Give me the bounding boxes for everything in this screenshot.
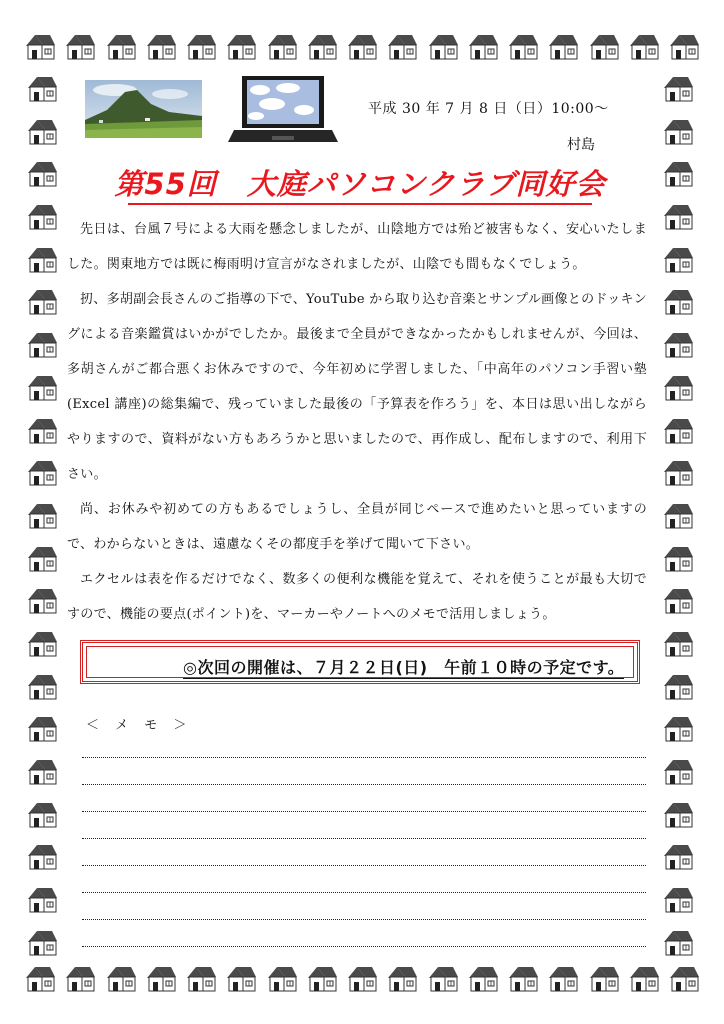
house-icon xyxy=(26,243,60,275)
house-icon xyxy=(662,883,696,915)
house-icon xyxy=(668,30,700,64)
house-icon xyxy=(662,371,696,403)
house-icon xyxy=(662,157,696,189)
house-icon xyxy=(26,883,60,915)
house-icon xyxy=(185,30,217,64)
house-icon xyxy=(26,755,60,787)
house-icon xyxy=(662,670,696,702)
memo-line xyxy=(82,864,646,866)
house-icon xyxy=(26,798,60,830)
house-icon xyxy=(507,30,539,64)
house-icon xyxy=(588,30,620,64)
paragraph-2: 扨、多胡副会長さんのご指導の下で、YouTube から取り込む音楽とサンプル画像とのドッキングによる音楽鑑賞はいかがでしたか。最後まで全員ができなかったかもしれませんが、今回は、多胡さんがご都合悪くお休みですので、今年初めに学習しました、「中高年のパソコン手習い塾(Excel 講座)の総集編で、残っていました最後の「予算表を作ろう」を、本日は思い出しながらやりますので、資料がない方もあろうかと思いましたので、再作成し、配布しますので、利用下さい。 xyxy=(67,292,647,482)
house-icon xyxy=(26,115,60,147)
memo-line xyxy=(82,756,646,758)
mountain-landscape-photo xyxy=(85,80,202,138)
house-icon xyxy=(662,584,696,616)
house-icon xyxy=(662,200,696,232)
house-icon xyxy=(662,542,696,574)
author-name: 村島 xyxy=(567,137,595,153)
house-icon xyxy=(145,30,177,64)
house-icon xyxy=(24,962,56,996)
house-icon xyxy=(225,30,257,64)
house-icon xyxy=(662,414,696,446)
house-icon xyxy=(26,157,60,189)
house-icon xyxy=(662,115,696,147)
house-icon xyxy=(467,30,499,64)
border-right xyxy=(662,72,696,958)
notice-text: ◎次回の開催は、７月２２日(日) 午前１０時の予定です。 xyxy=(183,655,624,679)
laptop-icon xyxy=(228,74,338,144)
house-icon xyxy=(26,328,60,360)
memo-line xyxy=(82,783,646,785)
house-icon xyxy=(386,30,418,64)
border-top xyxy=(24,30,700,64)
memo-line xyxy=(82,918,646,920)
house-icon xyxy=(26,499,60,531)
house-icon xyxy=(26,72,60,104)
memo-line xyxy=(82,891,646,893)
house-icon xyxy=(427,30,459,64)
memo-lines xyxy=(82,756,646,972)
house-icon xyxy=(26,200,60,232)
paragraph-3: 尚、お休みや初めての方もあるでしょうし、全員が同じペースで進めたいと思っていますので、わからないときは、遠慮なくその都度手を挙げて聞いて下さい。 xyxy=(67,502,647,552)
memo-line xyxy=(82,945,646,947)
house-icon xyxy=(306,30,338,64)
paragraph-1: 先日は、台風７号による大雨を懸念しましたが、山陰地方では殆ど被害もなく、安心いたしました。関東地方では既に梅雨明け宣言がなされましたが、山陰でも間もなくでしょう。 xyxy=(67,222,647,272)
house-icon xyxy=(662,840,696,872)
house-icon xyxy=(26,840,60,872)
paragraph-4: エクセルは表を作るだけでなく、数多くの便利な機能を覚えて、それを使うことが最も大切ですので、機能の要点(ポイント)を、マーカーやノートへのメモで活用しましょう。 xyxy=(67,572,647,622)
house-icon xyxy=(628,30,660,64)
house-icon xyxy=(662,627,696,659)
house-icon xyxy=(662,798,696,830)
house-icon xyxy=(26,627,60,659)
house-icon xyxy=(26,414,60,446)
house-icon xyxy=(662,72,696,104)
memo-line xyxy=(82,810,646,812)
house-icon xyxy=(662,328,696,360)
house-icon xyxy=(662,926,696,958)
memo-line xyxy=(82,837,646,839)
house-icon xyxy=(662,755,696,787)
house-icon xyxy=(662,499,696,531)
house-icon xyxy=(662,243,696,275)
house-icon xyxy=(26,670,60,702)
page-title: 第55回 大庭パソコンクラブ同好会 xyxy=(114,167,606,201)
memo-label: ＜ メ モ ＞ xyxy=(86,718,193,733)
border-left xyxy=(26,72,60,958)
house-icon xyxy=(662,712,696,744)
house-icon xyxy=(266,30,298,64)
title-underline xyxy=(128,203,592,205)
house-icon xyxy=(346,30,378,64)
house-icon xyxy=(26,371,60,403)
house-icon xyxy=(26,712,60,744)
house-icon xyxy=(26,456,60,488)
house-icon xyxy=(26,542,60,574)
house-icon xyxy=(24,30,56,64)
house-icon xyxy=(26,926,60,958)
body-text xyxy=(67,212,647,632)
house-icon xyxy=(668,962,700,996)
next-meeting-notice xyxy=(80,640,640,684)
house-icon xyxy=(26,285,60,317)
house-icon xyxy=(64,30,96,64)
house-icon xyxy=(26,584,60,616)
house-icon xyxy=(105,30,137,64)
house-icon xyxy=(662,456,696,488)
meeting-date: 平成 30 年 7 月 8 日（日）10:00～ xyxy=(368,101,609,117)
house-icon xyxy=(547,30,579,64)
house-icon xyxy=(662,285,696,317)
